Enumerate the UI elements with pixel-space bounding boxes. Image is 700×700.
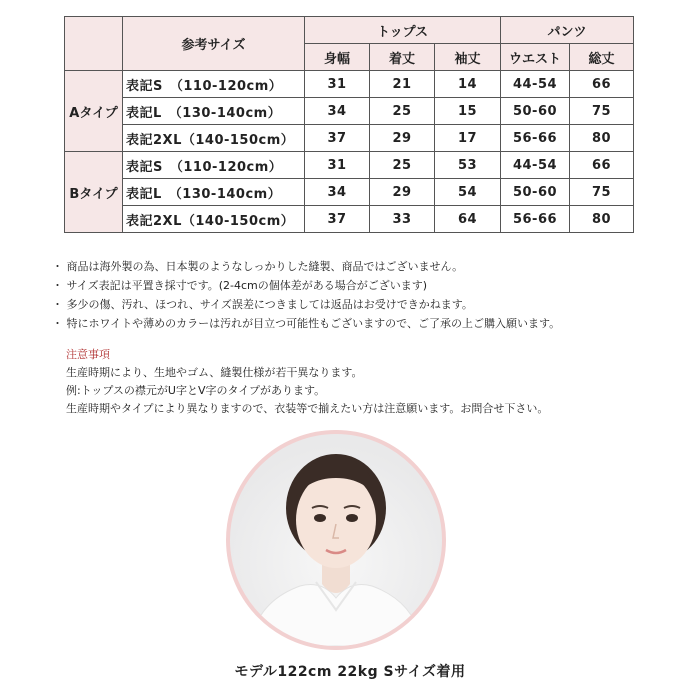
column-header-sleeve: 袖丈 xyxy=(435,44,501,71)
size-label: 表記L （130-140cm） xyxy=(123,98,305,125)
table-cell: 33 xyxy=(370,206,435,233)
table-cell: 66 xyxy=(570,152,634,179)
table-cell: 15 xyxy=(435,98,501,125)
note-item: ・ 特にホワイトや薄めのカラーは汚れが目立つ可能性もございますので、ご了承の上ご購入願います。 xyxy=(52,317,561,330)
table-cell: 44-54 xyxy=(501,152,570,179)
table-cell: 50-60 xyxy=(501,179,570,206)
size-label: 表記S （110-120cm） xyxy=(123,152,305,179)
table-cell: 66 xyxy=(570,71,634,98)
table-row xyxy=(65,71,634,98)
table-cell: 75 xyxy=(570,98,634,125)
pants-header: パンツ xyxy=(501,17,634,44)
caution-section xyxy=(66,346,548,418)
column-header-waist: ウエスト xyxy=(501,44,570,71)
table-cell: 34 xyxy=(305,98,370,125)
table-cell: 14 xyxy=(435,71,501,98)
notes-list xyxy=(52,257,560,333)
table-cell: 29 xyxy=(370,125,435,152)
note-item: ・ 多少の傷、汚れ、ほつれ、サイズ誤差につきましては返品はお受けできかねます。 xyxy=(52,298,473,311)
table-cell: 31 xyxy=(305,71,370,98)
table-cell: 54 xyxy=(435,179,501,206)
size-header: 参考サイズ xyxy=(123,17,305,71)
table-row xyxy=(65,98,634,125)
type-a-label: Aタイプ xyxy=(65,71,123,152)
table-cell: 75 xyxy=(570,179,634,206)
caution-line: 生産時期やタイプにより異なりますので、衣装等で揃えたい方は注意願います。お問合せ下さい。 xyxy=(66,402,549,415)
tops-header: トップス xyxy=(305,17,501,44)
table-cell: 25 xyxy=(370,98,435,125)
column-header-total-length: 総丈 xyxy=(570,44,634,71)
corner-cell xyxy=(65,17,123,71)
table-cell: 34 xyxy=(305,179,370,206)
size-label: 表記2XL（140-150cm） xyxy=(123,206,305,233)
table-cell: 50-60 xyxy=(501,98,570,125)
size-label: 表記S （110-120cm） xyxy=(123,71,305,98)
note-item: ・ 商品は海外製の為、日本製のようなしっかりした縫製、商品ではございません。 xyxy=(52,260,464,273)
column-header-length: 着丈 xyxy=(370,44,435,71)
table-row xyxy=(65,206,634,233)
size-label: 表記2XL（140-150cm） xyxy=(123,125,305,152)
type-b-label: Bタイプ xyxy=(65,152,123,233)
model-photo xyxy=(226,430,446,650)
table-cell: 31 xyxy=(305,152,370,179)
size-table xyxy=(64,16,634,233)
caution-line: 例:トップスの襟元がU字とV字のタイプがあります。 xyxy=(66,384,326,397)
table-cell: 17 xyxy=(435,125,501,152)
table-cell: 29 xyxy=(370,179,435,206)
model-illustration xyxy=(230,434,442,646)
table-cell: 64 xyxy=(435,206,501,233)
table-row xyxy=(65,125,634,152)
table-cell: 80 xyxy=(570,125,634,152)
note-item: ・ サイズ表記は平置き採寸です。(2-4cmの個体差がある場合がございます) xyxy=(52,279,428,292)
table-row xyxy=(65,179,634,206)
caution-line: 生産時期により、生地やゴム、縫製仕様が若干異なります。 xyxy=(66,366,363,379)
column-header-width: 身幅 xyxy=(305,44,370,71)
table-cell: 25 xyxy=(370,152,435,179)
table-cell: 37 xyxy=(305,206,370,233)
table-cell: 37 xyxy=(305,125,370,152)
table-cell: 44-54 xyxy=(501,71,570,98)
table-cell: 56-66 xyxy=(501,125,570,152)
table-cell: 56-66 xyxy=(501,206,570,233)
table-row xyxy=(65,152,634,179)
table-cell: 53 xyxy=(435,152,501,179)
model-caption: モデル122cm 22kg Sサイズ着用 xyxy=(234,664,466,680)
caution-title: 注意事項 xyxy=(66,348,110,361)
table-cell: 80 xyxy=(570,206,634,233)
size-label: 表記L （130-140cm） xyxy=(123,179,305,206)
table-cell: 21 xyxy=(370,71,435,98)
